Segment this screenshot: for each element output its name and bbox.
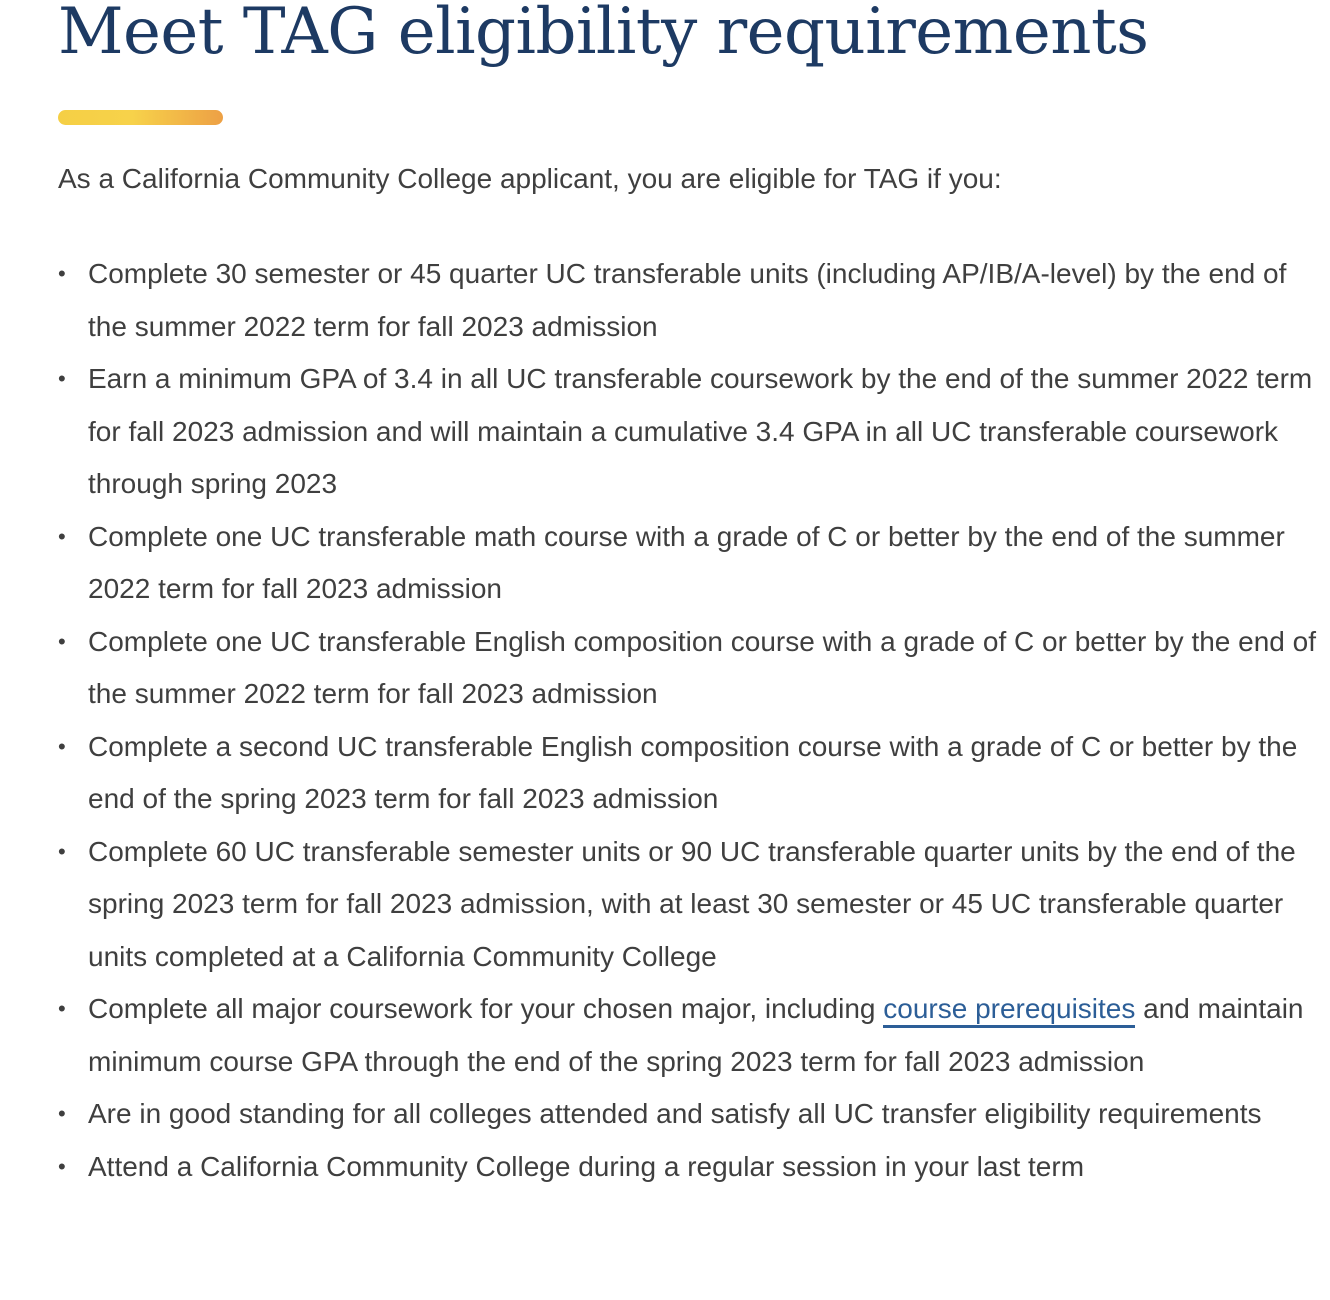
list-item <box>58 983 1320 1088</box>
requirement-text: Complete 60 UC transferable semester units or 90 UC transferable quarter units by the end of the spring 2023 term for fall 2023 admission, with at least 30 semester or 45 UC transferable quarter units completed at a California Community College <box>88 835 1296 972</box>
list-item <box>58 353 1320 511</box>
bullet-icon: • <box>58 838 66 864</box>
requirement-text: Complete one UC transferable English composition course with a grade of C or better by the end of the summer 2022 term for fall 2023 admission <box>88 625 1316 709</box>
list-item <box>58 511 1320 616</box>
bullet-icon: • <box>58 996 66 1021</box>
page-title: Meet TAG eligibility requirements <box>58 0 1149 69</box>
bullet-icon: • <box>58 366 66 391</box>
list-item <box>58 721 1320 826</box>
bullet-icon: • <box>58 628 66 654</box>
list-item <box>58 248 1320 353</box>
requirement-text: Earn a minimum GPA of 3.4 in all UC transferable coursework by the end of the summer 2022 term for fall 2023 admission and will maintain a cumulative 3.4 GPA in all UC transferable coursework through spring 2023 <box>88 363 1313 499</box>
requirement-text: Attend a California Community College during a regular session in your last term <box>88 1150 1085 1182</box>
bullet-icon: • <box>58 733 66 759</box>
bullet-icon: • <box>58 1101 66 1126</box>
requirements-list <box>58 248 1320 1193</box>
list-item <box>58 1141 1320 1194</box>
requirement-text: Complete a second UC transferable English composition course with a grade of C or better by the end of the spring 2023 term for fall 2023 admission <box>88 730 1298 814</box>
bullet-icon: • <box>58 1153 66 1179</box>
list-item <box>58 1088 1320 1141</box>
requirement-text: Complete 30 semester or 45 quarter UC transferable units (including AP/IB/A-level) by the end of the summer 2022 term for fall 2023 admission <box>88 258 1287 342</box>
bullet-icon: • <box>58 523 66 549</box>
list-item <box>58 616 1320 721</box>
requirement-text-before: Complete all major coursework for your chosen major, including <box>88 993 884 1024</box>
intro-text: As a California Community College applicant, you are eligible for TAG if you: <box>58 163 1002 194</box>
requirement-text-after: and maintain minimum course GPA through the end of the spring 2023 term for fall 2023 admission <box>88 993 1304 1077</box>
title-accent-bar <box>58 110 223 125</box>
bullet-icon: • <box>58 261 66 286</box>
requirement-text: Are in good standing for all colleges attended and satisfy all UC transfer eligibility requirements <box>88 1098 1262 1129</box>
course-prerequisites-link[interactable]: course prerequisites <box>883 993 1135 1028</box>
requirement-text: Complete one UC transferable math course with a grade of C or better by the end of the summer 2022 term for fall 2023 admission <box>88 520 1285 604</box>
list-item <box>58 826 1320 984</box>
